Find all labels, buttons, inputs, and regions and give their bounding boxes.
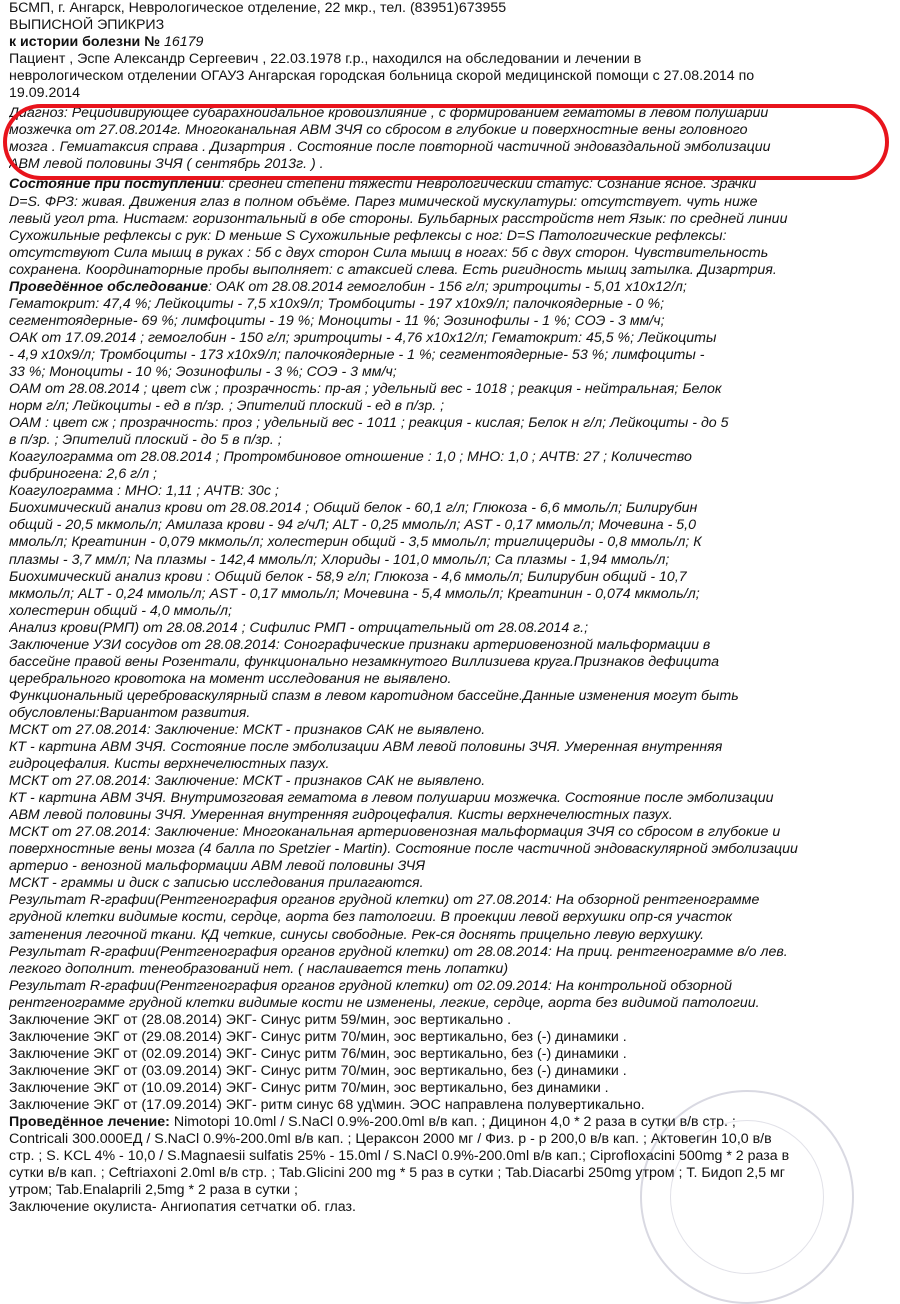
patient-line: 19.09.2014 bbox=[9, 85, 81, 102]
discharge-summary-document bbox=[9, 0, 893, 1216]
patient-line: Пациент , Эспе Александр Сергеевич , 22.03.1978 г.р., находился на обследовании и лечении в bbox=[9, 51, 642, 68]
imaging-line: КТ - картина АВМ ЗЧЯ. Состояние после эмболизации АВМ левой половины ЗЧЯ. Умеренная внутренняя bbox=[9, 739, 723, 756]
treatment-line: Проведённое лечение: Nimotopi 10.0ml / S.NaCl 0.9%-200.0ml в/в кап. ; Дицинон 4,0 * 2 раза в сутки в/в стр. ; bbox=[9, 1114, 736, 1131]
imaging-section bbox=[9, 637, 893, 1012]
admission-line: Сухожильные рефлексы с рук: D меньше S Сухожильные рефлексы с ног: D=S Патологические рефлексы: bbox=[9, 227, 727, 244]
admission-line: Состояние при поступлении: средней степени тяжести Неврологический статус: Сознание ясное. Зрачки bbox=[9, 176, 757, 193]
exam-label: Проведённое обследование bbox=[9, 278, 208, 295]
hospital-seal-stamp bbox=[640, 1090, 854, 1304]
diagnosis-line: Диагноз: Рецидивирующее субарахноидальное кровоизлияние , с формированием гематомы в левом полушарии bbox=[9, 105, 769, 122]
imaging-line: КТ - картина АВМ ЗЧЯ. Внутримозговая гематома в левом полушарии мозжечка. Состояние после эмболизации bbox=[9, 790, 774, 807]
history-number: 16179 bbox=[163, 34, 204, 51]
imaging-line: грудной клетки видимые кости, сердце, аорта без патологии. В проекции левой верхушки опр-ся участок bbox=[9, 909, 733, 926]
exam-line: Биохимический анализ крови : Общий белок - 58,9 г/л; Глюкоза - 4,6 ммоль/л; Билирубин общий - 10,7 bbox=[9, 568, 687, 585]
ecg-line: Заключение ЭКГ от (10.09.2014) ЭКГ- Синус ритм 70/мин, эос вертикально, без динамики . bbox=[9, 1079, 609, 1096]
imaging-line: Заключение УЗИ сосудов от 28.08.2014: Сонографические признаки артериовенозной мальформации в bbox=[9, 636, 711, 653]
document-type-heading: ВЫПИСНОЙ ЭПИКРИЗ bbox=[9, 17, 165, 34]
admission-section bbox=[9, 176, 893, 278]
exam-line: норм г/л; Лейкоциты - ед в п/зр. ; Эпителий плоский - ед в п/зр. ; bbox=[9, 398, 445, 415]
imaging-line: обусловлены:Вариантом развития. bbox=[9, 704, 251, 721]
ecg-line: Заключение ЭКГ от (03.09.2014) ЭКГ- Синус ритм 70/мин, эос вертикально, без (-) динамики . bbox=[9, 1062, 627, 1079]
exam-line: Проведённое обследование: ОАК от 28.08.2014 гемоглобин - 156 г/л; эритроциты - 5,01 х10х12/л; bbox=[9, 278, 687, 295]
examination-section bbox=[9, 279, 893, 637]
exam-line: Биохимический анализ крови от 28.08.2014 ; Общий белок - 60,1 г/л; Глюкоза - 6,6 ммоль/л; Билирубин bbox=[9, 500, 698, 517]
exam-line: - 4,9 х10х9/л; Тромбоциты - 173 х10х9/л; палочкоядерные - 1 %; сегментоядерные- 53 %; лимфоциты - bbox=[9, 346, 705, 363]
exam-line: сегментоядерные- 69 %; лимфоциты - 19 %; Моноциты - 11 %; Эозинофилы - 1 %; СОЭ - 3 мм/ч; bbox=[9, 312, 665, 329]
exam-line: ОАМ от 28.08.2014 ; цвет с\ж ; прозрачность: пр-ая ; удельный вес - 1018 ; реакция - нейтральная; Белок bbox=[9, 381, 722, 398]
patient-line: неврологическом отделении ОГАУЗ Ангарская городская больница скорой медицинской помощи с 27.08.2014 по bbox=[9, 68, 755, 85]
imaging-line: Результат R-графии(Рентгенография органов грудной клетки) от 02.09.2014: На контрольной обзорной bbox=[9, 977, 733, 994]
treatment-line: Contricali 300.000ЕД / S.NaCl 0.9%-200.0ml в/в кап. ; Цераксон 2000 мг / Физ. р - р 200,0 в/в кап. ; Актовегин 10,0 в/в bbox=[9, 1131, 772, 1148]
diagnosis-line: мозжечка от 27.08.2014г. Многоканальная АВМ ЗЧЯ со сбросом в глубокие и поверхностные вены головного bbox=[9, 122, 748, 139]
diagnosis-highlight-oval bbox=[3, 104, 889, 180]
diagnosis-line: АВМ левой половины ЗЧЯ ( сентябрь 2013г. ) . bbox=[9, 156, 324, 173]
exam-line: общий - 20,5 мкмоль/л; Амилаза крови - 94 г/чЛ; ALT - 0,25 ммоль/л; AST - 0,17 ммоль/л; Мочевина - 5,0 bbox=[9, 517, 696, 534]
imaging-line: АВМ левой половины ЗЧЯ. Умеренная внутренняя гидроцефалия. Кисты верхнечелюстных пазух. bbox=[9, 807, 673, 824]
imaging-line: церебрального кровотока на момент исследования не выявлено. bbox=[9, 670, 452, 687]
treatment-line: утром; Tab.Enalaprili 2,5mg * 2 раза в сутки ; bbox=[9, 1182, 298, 1199]
history-prefix: к истории болезни № bbox=[9, 34, 164, 51]
imaging-line: поверхностные вены мозга (4 балла по Spetzier - Martin). Состояние после частичной эндоваскулярной эмболизации bbox=[9, 841, 798, 858]
exam-line: фибриногена: 2,6 г/л ; bbox=[9, 466, 157, 483]
patient-section bbox=[9, 51, 893, 102]
imaging-line: артерио - венозной мальформации АВМ левой половины ЗЧЯ bbox=[9, 858, 426, 875]
admission-line: левый угол рта. Нистагм: горизонтальный в обе стороны. Бульбарных расстройств нет Язык: по средней линии bbox=[9, 210, 788, 227]
exam-line: Коагулограмма от 28.08.2014 ; Протромбиновое отношение : 1,0 ; МНО: 1,0 ; АЧТВ: 27 ; Количество bbox=[9, 449, 692, 466]
imaging-line: МСКТ - граммы и диск с записью исследования прилагаются. bbox=[9, 875, 424, 892]
exam-line: Гематокрит: 47,4 %; Лейкоциты - 7,5 х10х9/л; Тромбоциты - 197 х10х9/л; палочкоядерные - 0 %; bbox=[9, 295, 665, 312]
admission-line: сохранена. Координаторные пробы выполняет: с атаксией слева. Есть ригидность мышц затылка. Дизартрия. bbox=[9, 261, 777, 278]
history-number-line bbox=[9, 34, 893, 51]
ecg-line: Заключение ЭКГ от (02.09.2014) ЭКГ- Синус ритм 76/мин, эос вертикально, без (-) динамики . bbox=[9, 1045, 627, 1062]
ecg-line: Заключение ЭКГ от (17.09.2014) ЭКГ- ритм синус 68 уд\мин. ЭОС направлена полувертикально. bbox=[9, 1097, 645, 1113]
imaging-line: бассейне правой вены Розентали, функционально незамкнутого Виллизиева круга.Признаков дефицита bbox=[9, 653, 720, 670]
imaging-line: Функциональный цереброваскулярный спазм в левом каротидном бассейне.Данные изменения могут быть bbox=[9, 687, 739, 704]
exam-line: ОАК от 17.09.2014 ; гемоглобин - 150 г/л; эритроциты - 4,76 х10х12/л; Гематокрит: 45,5 %; Лейкоциты bbox=[9, 329, 717, 346]
ecg-line: Заключение ЭКГ от (29.08.2014) ЭКГ- Синус ритм 70/мин, эос вертикально, без (-) динамики . bbox=[9, 1028, 627, 1045]
treatment-line: сутки в/в кап. ; Ceftriaxoni 2.0ml в/в стр. ; Tab.Glicini 200 mg * 5 раз в сутки ; Tab.Diacarbi 250mg утром ; Т. Бидоп 2,5 мг bbox=[9, 1165, 785, 1182]
exam-line: ОАМ : цвет сж ; прозрачность: проз ; удельный вес - 1011 ; реакция - кислая; Белок н г/л; Лейкоциты - до 5 bbox=[9, 415, 729, 432]
imaging-line: легкого дополнит. тенеобразований нет. ( наслаивается тень лопатки) bbox=[9, 960, 509, 977]
imaging-line: гидроцефалия. Кисты верхнечелюстных пазух. bbox=[9, 756, 330, 773]
exam-line: Коагулограмма : МНО: 1,11 ; АЧТВ: 30с ; bbox=[9, 483, 279, 500]
treatment-line: Заключение окулиста- Ангиопатия сетчатки об. глаз. bbox=[9, 1199, 356, 1216]
exam-line: холестерин общий - 4,0 ммоль/л; bbox=[9, 602, 232, 619]
imaging-line: МСКТ от 27.08.2014: Заключение: Многоканальная артериовенозная мальформация ЗЧЯ со сбросом в глубокие и bbox=[9, 824, 781, 841]
imaging-line: МСКТ от 27.08.2014: Заключение: МСКТ - признаков САК не выявлено. bbox=[9, 721, 486, 738]
exam-line: в п/зр. ; Эпителий плоский - до 5 в п/зр. ; bbox=[9, 432, 282, 449]
exam-line: плазмы - 3,7 мм/л; Na плазмы - 142,4 ммоль/л; Хлориды - 101,0 ммоль/л; Ca плазмы - 1,94 ммоль/л; bbox=[9, 551, 670, 568]
admission-line: D=S. ФРЗ: живая. Движения глаз в полном объёме. Парез мимической мускулатуры: отсутствует. чуть ниже bbox=[9, 193, 758, 210]
imaging-line: МСКТ от 27.08.2014: Заключение: МСКТ - признаков САК не выявлено. bbox=[9, 773, 486, 790]
imaging-line: Результат R-графии(Рентгенография органов грудной клетки) от 28.08.2014: На приц. рентгенограмме в/о лев. bbox=[9, 943, 788, 960]
treatment-line: стр. ; S. KCL 4% - 10,0 / S.Magnaesii sulfatis 25% - 15.0ml / S.NaCl 0.9%-200.0ml в/в кап.; Ciprofloxacini 500mg * 2 раза в bbox=[9, 1148, 790, 1165]
hospital-header-line: БСМП, г. Ангарск, Неврологическое отделение, 22 мкр., тел. (83951)673955 bbox=[9, 0, 507, 16]
treatment-label: Проведённое лечение: bbox=[9, 1114, 170, 1131]
imaging-line: затенения легочной ткани. КД четкие, синусы свободные. Рек-ся доснять прицельно левую верхушку. bbox=[9, 926, 705, 943]
exam-line: ммоль/л; Креатинин - 0,079 мкмоль/л; холестерин общий - 3,5 ммоль/л; триглицериды - 0,8 ммоль/л; К bbox=[9, 534, 702, 551]
exam-line: мкмоль/л; ALT - 0,24 ммоль/л; AST - 0,17 ммоль/л; Мочевина - 5,4 ммоль/л; Креатинин - 0,074 мкмоль/л; bbox=[9, 585, 700, 602]
imaging-line: рентгенограмме грудной клетки видимые кости не изменены, легкие, сердце, аорта без видимой патологии. bbox=[9, 994, 760, 1011]
diagnosis-line: мозга . Гемиатаксия справа . Дизартрия . Состояние после повторной частичной эндоваздальной эмболизации bbox=[9, 139, 771, 156]
admission-label: Состояние при поступлении bbox=[9, 176, 221, 193]
exam-line: 33 %; Моноциты - 10 %; Эозинофилы - 3 %; СОЭ - 3 мм/ч; bbox=[9, 363, 397, 380]
ecg-line: Заключение ЭКГ от (28.08.2014) ЭКГ- Синус ритм 59/мин, эос вертикально . bbox=[9, 1011, 512, 1028]
imaging-line: Результат R-графии(Рентгенография органов грудной клетки) от 27.08.2014: На обзорной рентгенограмме bbox=[9, 892, 760, 909]
exam-line: Анализ крови(РМП) от 28.08.2014 ; Сифилис РМП - отрицательный от 28.08.2014 г.; bbox=[9, 619, 589, 636]
admission-line: отсутствуют Сила мышц в руках : 5б с двух сторон Сила мышц в ногах: 5б с двух сторон. Чувствительность bbox=[9, 244, 769, 261]
